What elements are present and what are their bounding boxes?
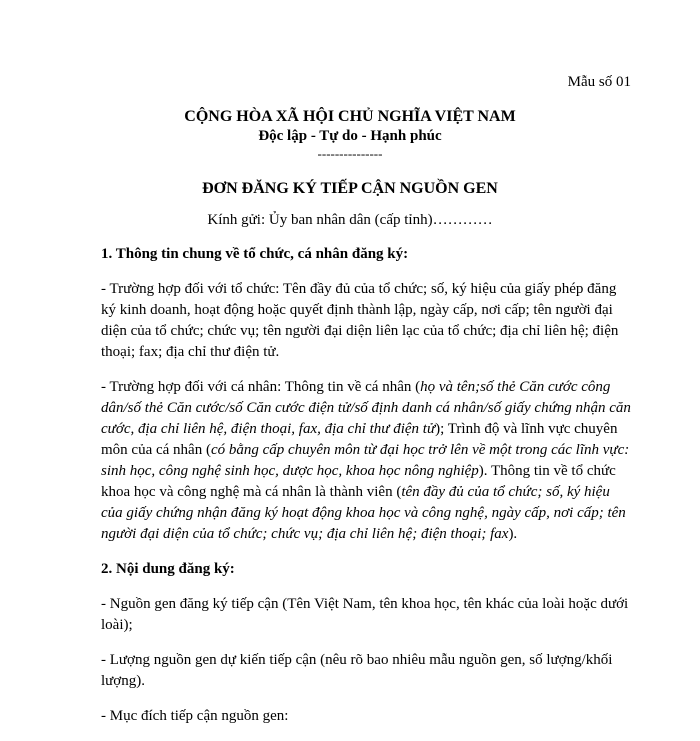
paragraph-individual: [101, 377, 631, 545]
italic-run: họ và tên;số thẻ Căn cước công dân/số thẻ Căn cước/số Căn cước điện tử/số định danh cá nhân/số giấy chứng nhận căn cước, địa chỉ liên hệ, điện thoại, fax, địa chỉ thư điện tử: [101, 379, 631, 437]
paragraph-gene-source: - Nguồn gen đăng ký tiếp cận (Tên Việt Nam, tên khoa học, tên khác của loài hoặc dưới loài);: [101, 596, 629, 633]
paragraph-purpose: - Mục đích tiếp cận nguồn gen:: [101, 708, 289, 724]
recipient-line: Kính gửi: Ủy ban nhân dân (cấp tỉnh)…………: [207, 212, 493, 228]
text-run: ). Thông tin về tổ chức khoa học và công nghệ mà cá nhân là thành viên (: [101, 463, 616, 500]
separator-line: ---------------: [317, 146, 383, 161]
motto: Độc lập - Tự do - Hạnh phúc: [258, 128, 442, 144]
paragraph-organization: - Trường hợp đối với tổ chức: Tên đầy đủ của tổ chức; số, ký hiệu của giấy phép đăng ký kinh doanh, hoạt động hoặc quyết định thành lập, ngày cấp, nơi cấp; tên người đại diện của tổ chức; chức vụ; tên người đại diện liên lạc của tổ chức; địa chỉ liên hệ; điện thoại; fax; địa chỉ thư điện tử.: [101, 281, 619, 360]
text-run: ).: [508, 526, 518, 542]
text-run: - Trường hợp đối với cá nhân: Thông tin về cá nhân (: [101, 379, 421, 395]
national-title: CỘNG HÒA XÃ HỘI CHỦ NGHĨA VIỆT NAM: [184, 108, 516, 125]
document-body: [101, 244, 631, 741]
section-2-heading: 2. Nội dung đăng ký:: [101, 561, 235, 577]
document-title: ĐƠN ĐĂNG KÝ TIẾP CẬN NGUỒN GEN: [202, 180, 498, 197]
text-run: ); Trình độ và lĩnh vực chuyên môn của cá nhân (: [101, 421, 618, 458]
italic-run: tên đầy đủ của tổ chức; số, ký hiệu của giấy chứng nhận đăng ký hoạt động khoa học và công nghệ, ngày cấp, nơi cấp; tên người đại diện của tổ chức; chức vụ; địa chỉ liên hệ; điện thoại; fax: [101, 484, 626, 542]
italic-run: có bằng cấp chuyên môn từ đại học trở lên về một trong các lĩnh vực: sinh học, công nghệ sinh học, dược học, khoa học nông nghiệp: [101, 442, 630, 479]
form-number: Mẫu số 01: [567, 74, 631, 90]
section-1-heading: 1. Thông tin chung về tổ chức, cá nhân đăng ký:: [101, 246, 409, 262]
paragraph-gene-amount: - Lượng nguồn gen dự kiến tiếp cận (nêu rõ bao nhiêu mẫu nguồn gen, số lượng/khối lượng).: [101, 652, 613, 689]
